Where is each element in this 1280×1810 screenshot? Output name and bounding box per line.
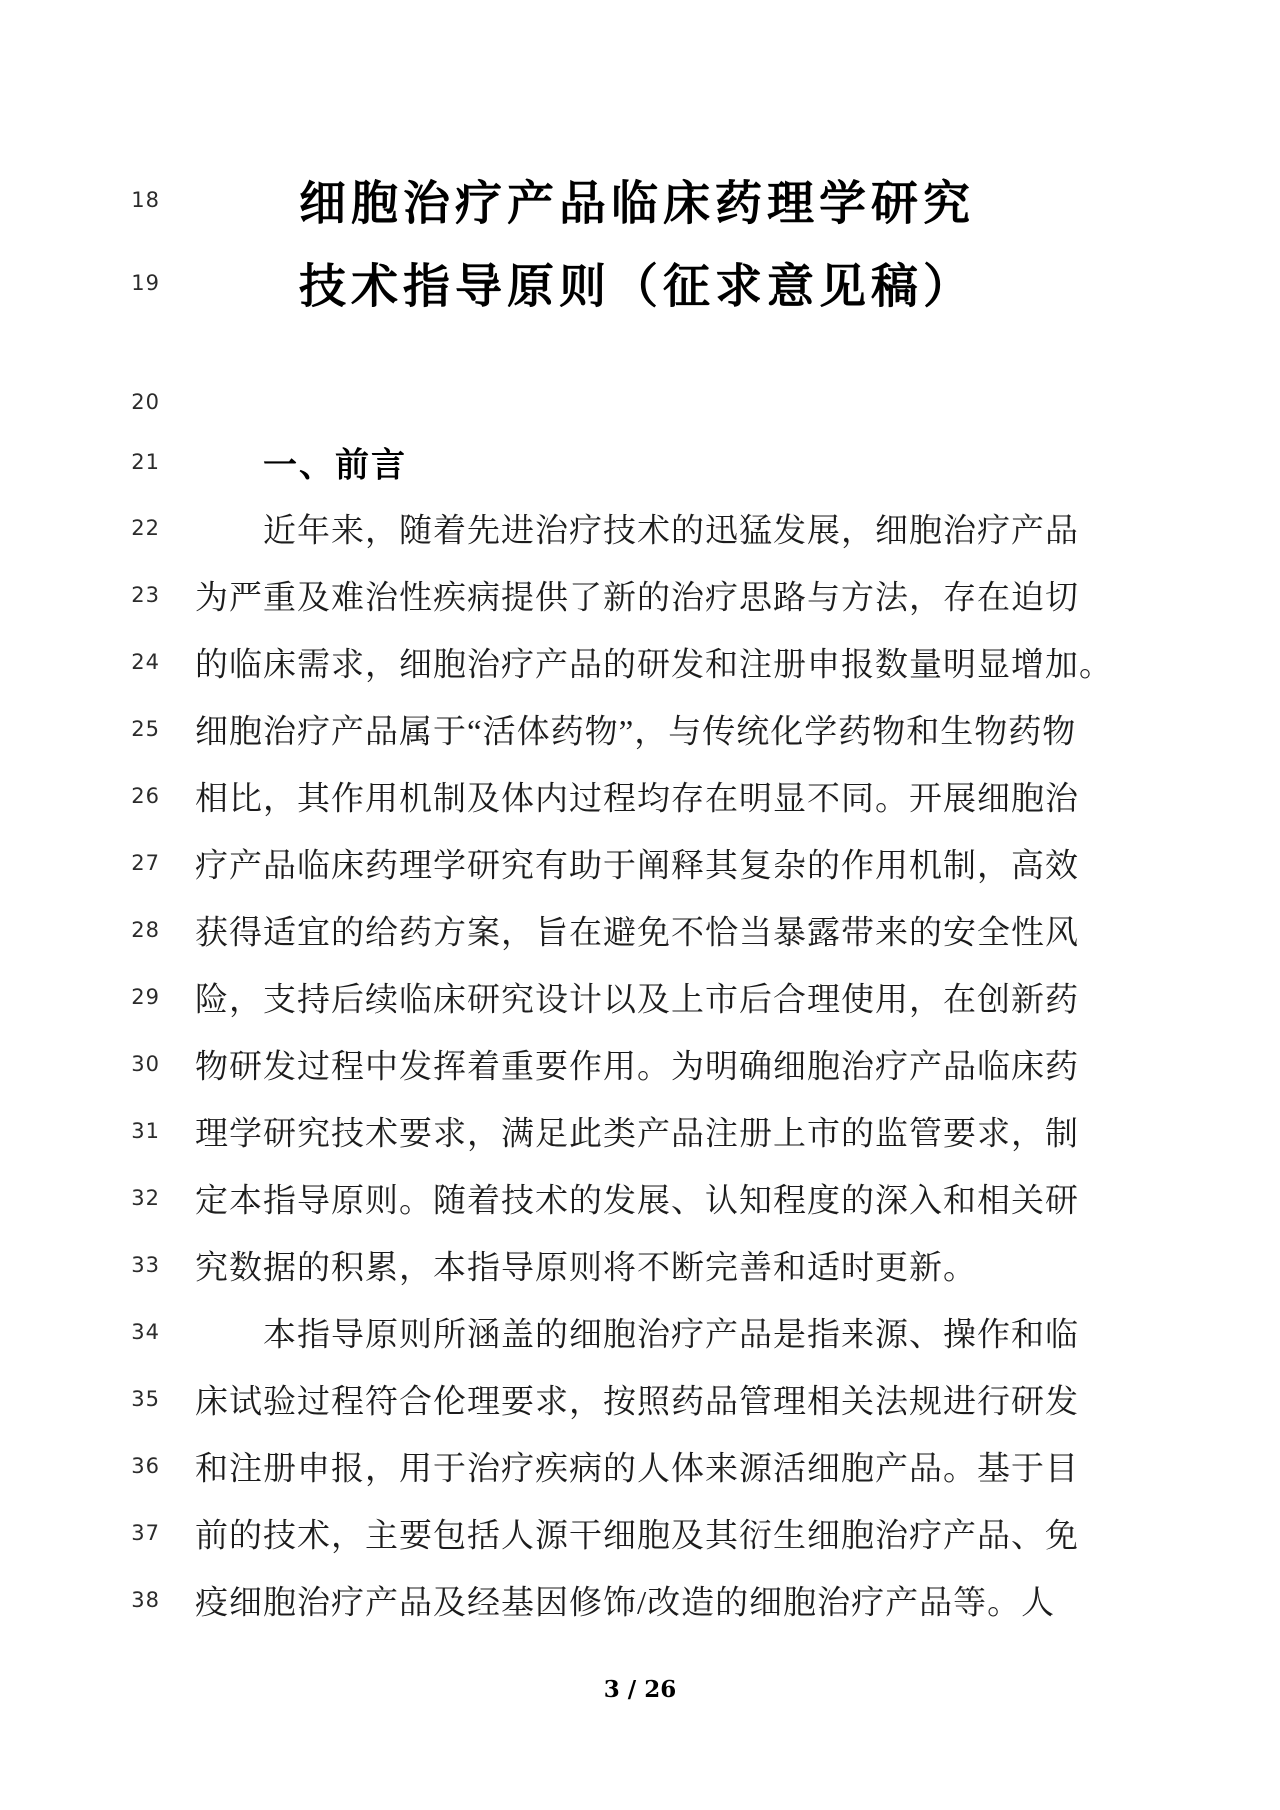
document-line: [0, 1031, 1280, 1098]
line-number: 24: [131, 650, 160, 674]
line-text: 物研发过程中发挥着重要作用。为明确细胞治疗产品临床药: [195, 1049, 1079, 1086]
line-number: 26: [131, 784, 160, 808]
line-text: 前的技术，主要包括人源干细胞及其衍生细胞治疗产品、免: [195, 1518, 1079, 1555]
document-line: [0, 1165, 1280, 1232]
document-line: [0, 562, 1280, 629]
line-number: 35: [131, 1387, 160, 1411]
document-line: [0, 1433, 1280, 1500]
line-number: 29: [131, 985, 160, 1009]
document-line: [0, 629, 1280, 696]
line-text: 定本指导原则。随着技术的发展、认知程度的深入和相关研: [195, 1183, 1079, 1220]
line-text: 理学研究技术要求，满足此类产品注册上市的监管要求，制: [195, 1116, 1079, 1153]
line-number: 25: [131, 717, 160, 741]
line-text: 细胞治疗产品属于“活体药物”，与传统化学药物和生物药物: [195, 714, 1077, 751]
document-line: [0, 429, 1280, 496]
document-line: [0, 1567, 1280, 1634]
line-number: 32: [131, 1186, 160, 1210]
line-number: 27: [131, 851, 160, 875]
line-number: 20: [131, 390, 160, 414]
line-number: 28: [131, 918, 160, 942]
line-text: 为严重及难治性疾病提供了新的治疗思路与方法，存在迫切: [195, 580, 1079, 617]
line-text: 的临床需求，细胞治疗产品的研发和注册申报数量明显增加。: [195, 647, 1113, 684]
line-text: 和注册申报，用于治疗疾病的人体来源活细胞产品。基于目: [195, 1451, 1079, 1488]
line-text: 本指导原则所涵盖的细胞治疗产品是指来源、操作和临: [263, 1317, 1079, 1354]
document-line: [0, 369, 1280, 436]
document-line: [0, 233, 1280, 333]
document-line: [0, 830, 1280, 897]
line-text: 细胞治疗产品临床药理学研究: [299, 178, 975, 231]
line-number: 36: [131, 1454, 160, 1478]
document-line: [0, 1098, 1280, 1165]
document-line: [0, 964, 1280, 1031]
line-number: 37: [131, 1521, 160, 1545]
line-number: 33: [131, 1253, 160, 1277]
document-line: [0, 495, 1280, 562]
document-line: [0, 1366, 1280, 1433]
line-text: 相比，其作用机制及体内过程均存在明显不同。开展细胞治: [195, 781, 1079, 818]
line-number: 23: [131, 583, 160, 607]
line-text: 一、前言: [263, 446, 407, 485]
document-line: [0, 696, 1280, 763]
document-line: [0, 1500, 1280, 1567]
line-number: 34: [131, 1320, 160, 1344]
line-text: 获得适宜的给药方案，旨在避免不恰当暴露带来的安全性风: [195, 915, 1079, 952]
page-number-indicator: 3 / 26: [603, 1676, 677, 1703]
line-text: 技术指导原则（征求意见稿）: [299, 261, 975, 314]
line-number: 19: [131, 271, 160, 295]
document-line: [0, 763, 1280, 830]
line-text: 究数据的积累，本指导原则将不断完善和适时更新。: [195, 1250, 977, 1287]
line-text: 疗产品临床药理学研究有助于阐释其复杂的作用机制，高效: [195, 848, 1079, 885]
line-text: 疫细胞治疗产品及经基因修饰/改造的细胞治疗产品等。人: [195, 1585, 1056, 1622]
document-line: [0, 1299, 1280, 1366]
line-text: 近年来，随着先进治疗技术的迅猛发展，细胞治疗产品: [263, 513, 1079, 550]
line-text: 险，支持后续临床研究设计以及上市后合理使用，在创新药: [195, 982, 1079, 1019]
line-number: 31: [131, 1119, 160, 1143]
document-line: [0, 897, 1280, 964]
line-number: 21: [131, 450, 160, 474]
document-line: [0, 1232, 1280, 1299]
line-number: 18: [131, 188, 160, 212]
line-number: 30: [131, 1052, 160, 1076]
line-text: 床试验过程符合伦理要求，按照药品管理相关法规进行研发: [195, 1384, 1079, 1421]
line-number: 22: [131, 516, 160, 540]
line-number: 38: [131, 1588, 160, 1612]
